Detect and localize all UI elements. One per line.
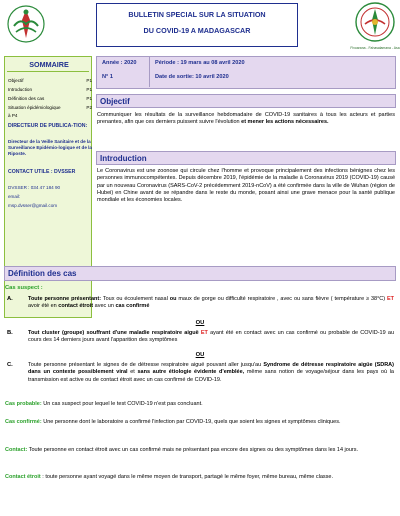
sommaire-item-label: Objectif [8, 78, 24, 83]
objectif-text [97, 112, 395, 127]
issue-year: Année : 2020 [102, 60, 137, 66]
issue-period: Période : 19 mars au 08 avril 2020 [155, 60, 245, 66]
cas-probable-label: Cas probable: [5, 401, 42, 407]
item-a-ou: ou [169, 296, 177, 302]
item-b-text [28, 330, 394, 345]
bulletin-title-box [96, 3, 298, 47]
item-c-letter: C. [7, 362, 13, 368]
contact-heading: CONTACT UTILE : DVSSER [8, 169, 76, 175]
sommaire-item-label: Introduction [8, 87, 33, 92]
cas-confirme-text: Une personne dont le laboratoire a confirmé l'infection par COVID-19, quels que soient les signes et symptômes cliniques. [41, 419, 341, 425]
sommaire-item-page: P1 [86, 87, 92, 92]
item-c-text1: Toute personne présentant le signes de de détresse respiratoire aiguë pouvant aller jusqu'au [28, 362, 264, 368]
item-a-bold: Toute personne présentant: [28, 296, 102, 302]
cas-confirme [5, 419, 395, 426]
contact-etroit-text: : toute personne ayant voyagé dans le même moyen de transport, partagé le même foyer, même bureau, même classe. [40, 474, 334, 480]
objectif-text-bold: et mener les actions nécessaires. [241, 119, 329, 126]
sommaire-item-label: Situation épidémiologique [8, 105, 61, 110]
contact-def [5, 447, 395, 454]
sommaire-item-label: Définition des cas [8, 96, 45, 101]
sommaire-item-page: P1 [86, 96, 92, 101]
item-b-bold: Tout cluster (groupe) souffrant d'une maladie respiratoire aiguë [28, 330, 201, 336]
issue-release-date: Date de sortie: 10 avril 2020 [155, 74, 229, 80]
item-a-rest4: avec un [93, 303, 116, 310]
bulletin-title-line2: DU COVID-19 A MADAGASCAR [143, 26, 251, 36]
sommaire-item-situation[interactable] [8, 105, 92, 110]
ou-separator-2: OU [195, 352, 205, 358]
director-heading: DIRECTEUR DE PUBLICA-TION: [8, 123, 88, 129]
item-c-bold1: Syndrome de détresse respiratoire aigüe (SDRA) dans un contexte possiblement viral [28, 362, 394, 376]
item-c-text2: et [127, 369, 138, 376]
sommaire-title: SOMMAIRE [29, 60, 69, 69]
cas-confirme-label: Cas confirmé: [5, 419, 42, 425]
ou-separator-1: OU [195, 320, 205, 326]
introduction-heading: Introduction [96, 151, 396, 165]
contact-etroit-def [5, 474, 395, 481]
item-c-text [28, 362, 394, 384]
director-text: Directeur de la Veille Sanitaire et de la Surveillance Epidémio-logique et de la Riposte. [8, 139, 92, 156]
sommaire-item-page-range: à P4 [8, 113, 18, 118]
issue-info-box [96, 56, 396, 89]
objectif-heading: Objectif [96, 94, 396, 108]
contact-email-label: email: [8, 194, 21, 199]
item-a-rest1: Toux ou écoulement nasal [101, 296, 170, 302]
contact-phone: DVSSER : 034 47 184 90 [8, 185, 61, 190]
cas-probable-text: Un cas suspect pour lequel le test COVID-19 n'est pas concluant. [41, 401, 203, 407]
cas-suspect-label: Cas suspect : [5, 285, 43, 291]
sommaire-item-situation-cont [8, 113, 92, 118]
item-c-bold2: sans autre étiologie évidente d'emblée, [137, 369, 245, 376]
issue-info-left [99, 57, 150, 87]
issue-number: N° 1 [102, 74, 113, 80]
contact-label: Contact: [5, 447, 28, 453]
sommaire-item-page: P2 [86, 105, 92, 110]
objectif-text-normal: Communiquer les résultats de la surveillance hebdomadaire de COVID-19 sanitaires à tous les acteurs et parties prenantes, afin que ces derniers puissent suivre l'évolution [97, 112, 395, 126]
madagascar-seal-icon [354, 0, 396, 52]
definition-heading: Définition des cas [4, 266, 396, 281]
contact-etroit-label: Contact étroit [5, 474, 41, 480]
sommaire-item-definition[interactable] [8, 96, 92, 101]
sommaire-item-introduction[interactable] [8, 87, 92, 92]
item-a-cas: cas confirmé [115, 303, 150, 310]
introduction-text: Le Coronavirus est une zoonose qui circule chez l'homme et provoque principalement des infections bénignes chez les personnes immunocompétentes. Depuis décembre 2019, l'épidémie de la maladie à Coronavirus 2019 (COVID-19) causé par un nouveau Coronavirus (SARS-CoV-2 précédemment 2019-nCoV) a été confirmée dans la ville de Wuhan (région de Hubei) en Chine avant de se répandre dans le reste du monde, posant ainsi une grave menace pour la santé publique mondiale et les économies locales. [97, 168, 395, 203]
item-a-et: ET [386, 296, 394, 302]
item-b-rest: ayant été en contact avec un cas confirmé ou probable de COVID-19 au cours des 14 derniers jours avant l'apparition des symptômes [28, 330, 395, 344]
item-a-rest2: maux de gorge ou difficulté respiratoire , avec ou sans fièvre ( température ≥ 38°C) [176, 296, 387, 302]
sommaire-divider [7, 71, 89, 72]
ministry-logo-icon [6, 4, 46, 44]
bulletin-title-line1: BULLETIN SPECIAL SUR LA SITUATION [128, 10, 266, 19]
contact-text: Toute personne en contact étroit avec un cas confirmé mais ne présentant pas encore des signes ou des symptômes dans les 14 jours. [27, 447, 359, 453]
item-b-letter: B. [7, 330, 13, 336]
cas-probable [5, 401, 395, 408]
item-c-text3: même sans notion de voyage/séjour dans les pays où la transmission est active ou de contact étroit avec un cas confirmé de COVID-19. [28, 369, 394, 383]
item-a-rest3: avoir été en [28, 303, 59, 310]
item-a-letter: A. [7, 296, 13, 302]
item-a-contact: contact étroit [58, 303, 94, 310]
item-a-text [28, 296, 394, 311]
sommaire-item-page: P1 [86, 78, 92, 83]
contact-email[interactable]: msp.dvsser@gmail.com [8, 203, 58, 208]
seal-caption: Fivoarana - Fahasalamana - Asa [350, 46, 400, 50]
item-b-et: ET [200, 330, 208, 336]
sommaire-item-objectif[interactable] [8, 78, 92, 83]
